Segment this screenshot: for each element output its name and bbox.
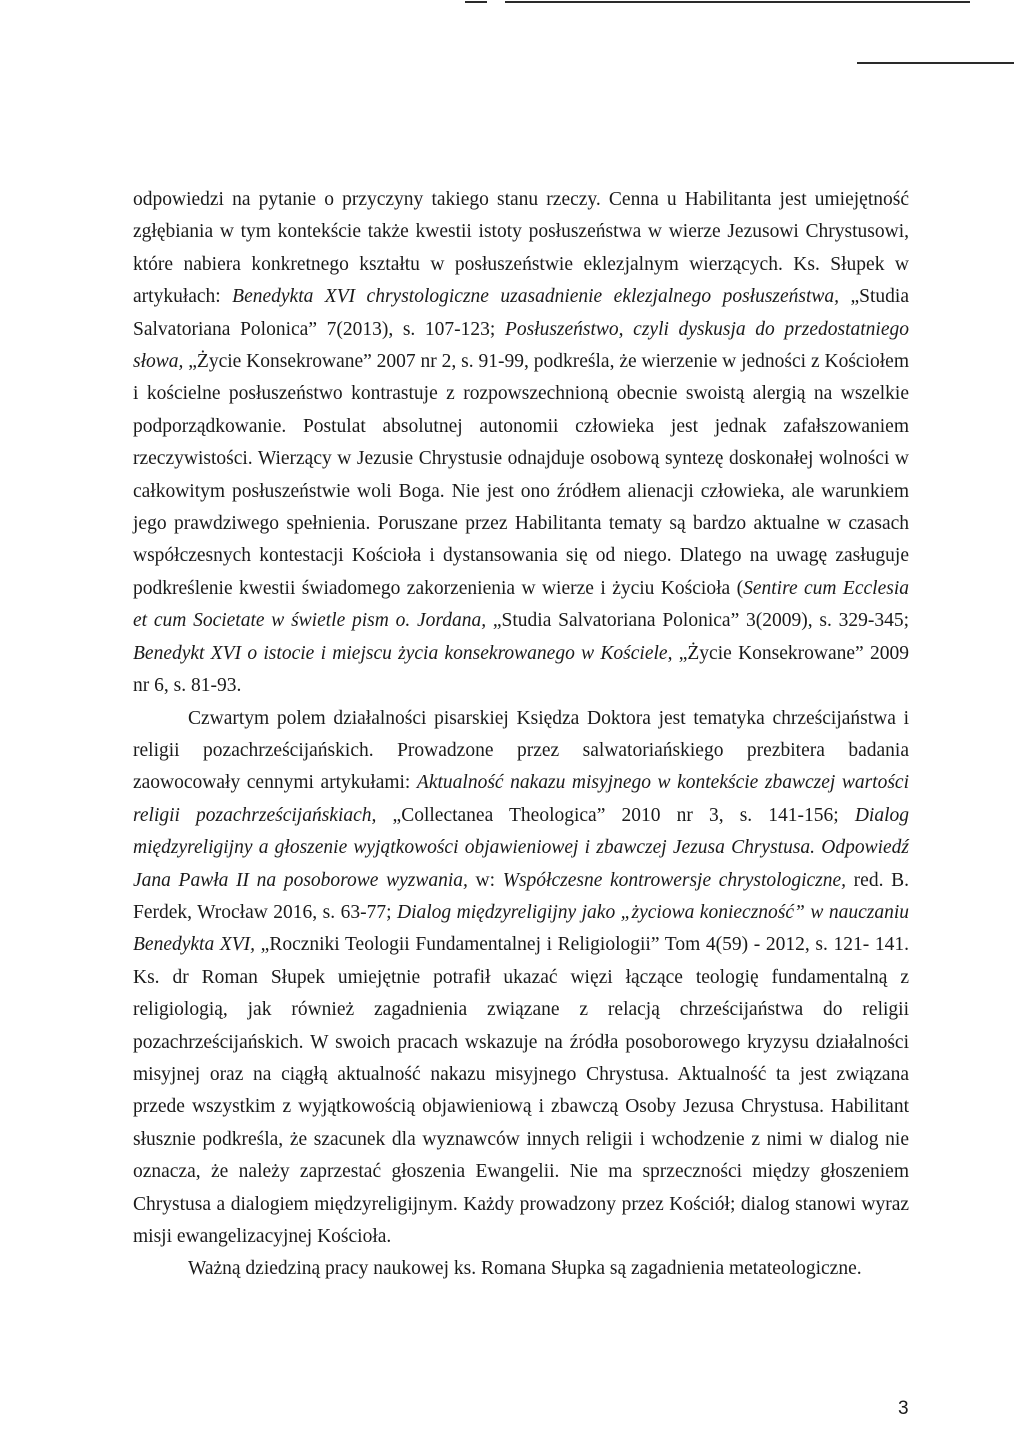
book-title: Współczesne kontrowersje chrystologiczne, [502,869,847,891]
text-segment: „Collectanea Theologica” 2010 nr 3, s. 141-156; [376,804,855,826]
article-title: Dialog międzyreligijny jako „życiowa konieczność” w nauczaniu Benedykta XVI, [133,901,909,956]
text-segment: w: [467,869,503,891]
document-body [133,184,909,1286]
text-segment: Ważną dziedziną pracy naukowej ks. Romana Słupka są zagadnienia metateologiczne. [188,1258,862,1280]
scan-artifact-line [505,1,970,3]
scan-artifact-line [465,1,487,3]
text-segment: odpowiedzi na pytanie o przyczyny takiego stanu rzeczy. Cenna u Habilitanta jest umiejętność zgłębiania w tym kontekście także kwestii istoty posłuszeństwa w wierze Jezusowi Chrystusowi, które nabiera konkretnego kształtu w posłuszeństwie eklezjalnym wierzących. Ks. Słupek w artykułach: [133,189,909,308]
article-title: Benedykt XVI o istocie i miejscu życia konsekrowanego w Kościele, [133,642,673,664]
text-segment: „Życie Konsekrowane” 2007 nr 2, s. 91-99, podkreśla, że wierzenie w jedności z Kościołem i kościelne posłuszeństwo kontrastuje z rozpowszechnioną obecnie swoistą alergią na wszelkie podporządkowanie. Postulat absolutnej autonomii człowieka jest jednak zafałszowaniem rzeczywistości. Wierzący w Jezusie Chrystusie odnajduje osobową syntezę doskonałej wolności w całkowitym posłuszeństwie woli Boga. Nie jest ono źródłem alienacji człowieka, ale warunkiem jego prawdziwego spełnienia. Poruszane przez Habilitanta tematy są bardzo aktualne w czasach współczesnych kontestacji Kościoła i dystansowania się od niego. Dlatego na uwagę zasługuje podkreślenie kwestii świadomego zakorzenienia w wierze i życiu Kościoła ( [133,351,909,599]
text-segment: Czwartym polem działalności pisarskiej Księdza Doktora jest tematyka chrześcijaństwa i religii pozachrześcijańskich. Prowadzone przez salwatoriańskiego prezbitera badania zaowocowały cennymi artykułami: [133,707,909,794]
article-title: Posłuszeństwo, czyli dyskusja do przedostatniego słowa, [133,318,909,373]
article-title: Aktualność nakazu misyjnego w kontekście zbawczej wartości religii pozachrześcijańskiach, [133,772,910,826]
text-segment: „Roczniki Teologii Fundamentalnej i Religiologii” Tom 4(59) - 2012, s. 121- 141. Ks. dr Roman Słupek umiejętnie potrafił ukazać więzi łączące teologię fundamentalną z religiologią, jak również zagadnienia związane z relacją chrześcijaństwa do religii pozachrześcijańskich. W swoich pracach wskazuje na źródła posoborowego kryzysu działalności misyjnej oraz na ciągłą aktualność nakazu misyjnego Chrystusa. Aktualność ta jest związana przede wszystkim z wyjątkowością objawieniową i zbawczą Osoby Jezusa Chrystusa. Habilitant słusznie podkreśla, że szacunek dla wyznawców innych religii i wchodzenie z nimi w dialog nie oznacza, że należy zaprzestać głoszenia Ewangelii. Nie ma sprzeczności między głoszeniem Chrystusa a dialogiem międzyreligijnym. Każdy prowadzony przez Kościół; dialog stanowi wyraz misji ewangelizacyjnej Kościoła. [133,934,910,1247]
article-title: Benedykta XVI chrystologiczne uzasadnienie eklezjalnego posłuszeństwa, [232,286,840,308]
text-segment: „Studia Salvatoriana Polonica” 3(2009), s. 329-345; [486,610,909,632]
paragraph-3 [133,1253,909,1285]
page-number: 3 [898,1398,909,1419]
scan-artifact-line [857,62,1014,64]
text-segment: red. B. Ferdek, Wrocław 2016, s. 63-77; [133,869,909,923]
text-segment: „Studia Salvatoriana Polonica” 7(2013), s. 107-123; [133,286,909,340]
article-title: Dialog międzyreligijny a głoszenie wyjątkowości objawieniowej i zbawczej Jezusa Chrystusa. Odpowiedź Jana Pawła II na posoborowe wyzwania, [133,804,910,891]
text-segment: „Życie Konsekrowane” 2009 nr 6, s. 81-93. [133,642,909,697]
paragraph-2 [133,703,909,1254]
article-title: Sentire cum Ecclesia et cum Societate w świetle pism o. Jordana, [133,577,909,632]
paragraph-1 [133,184,909,703]
